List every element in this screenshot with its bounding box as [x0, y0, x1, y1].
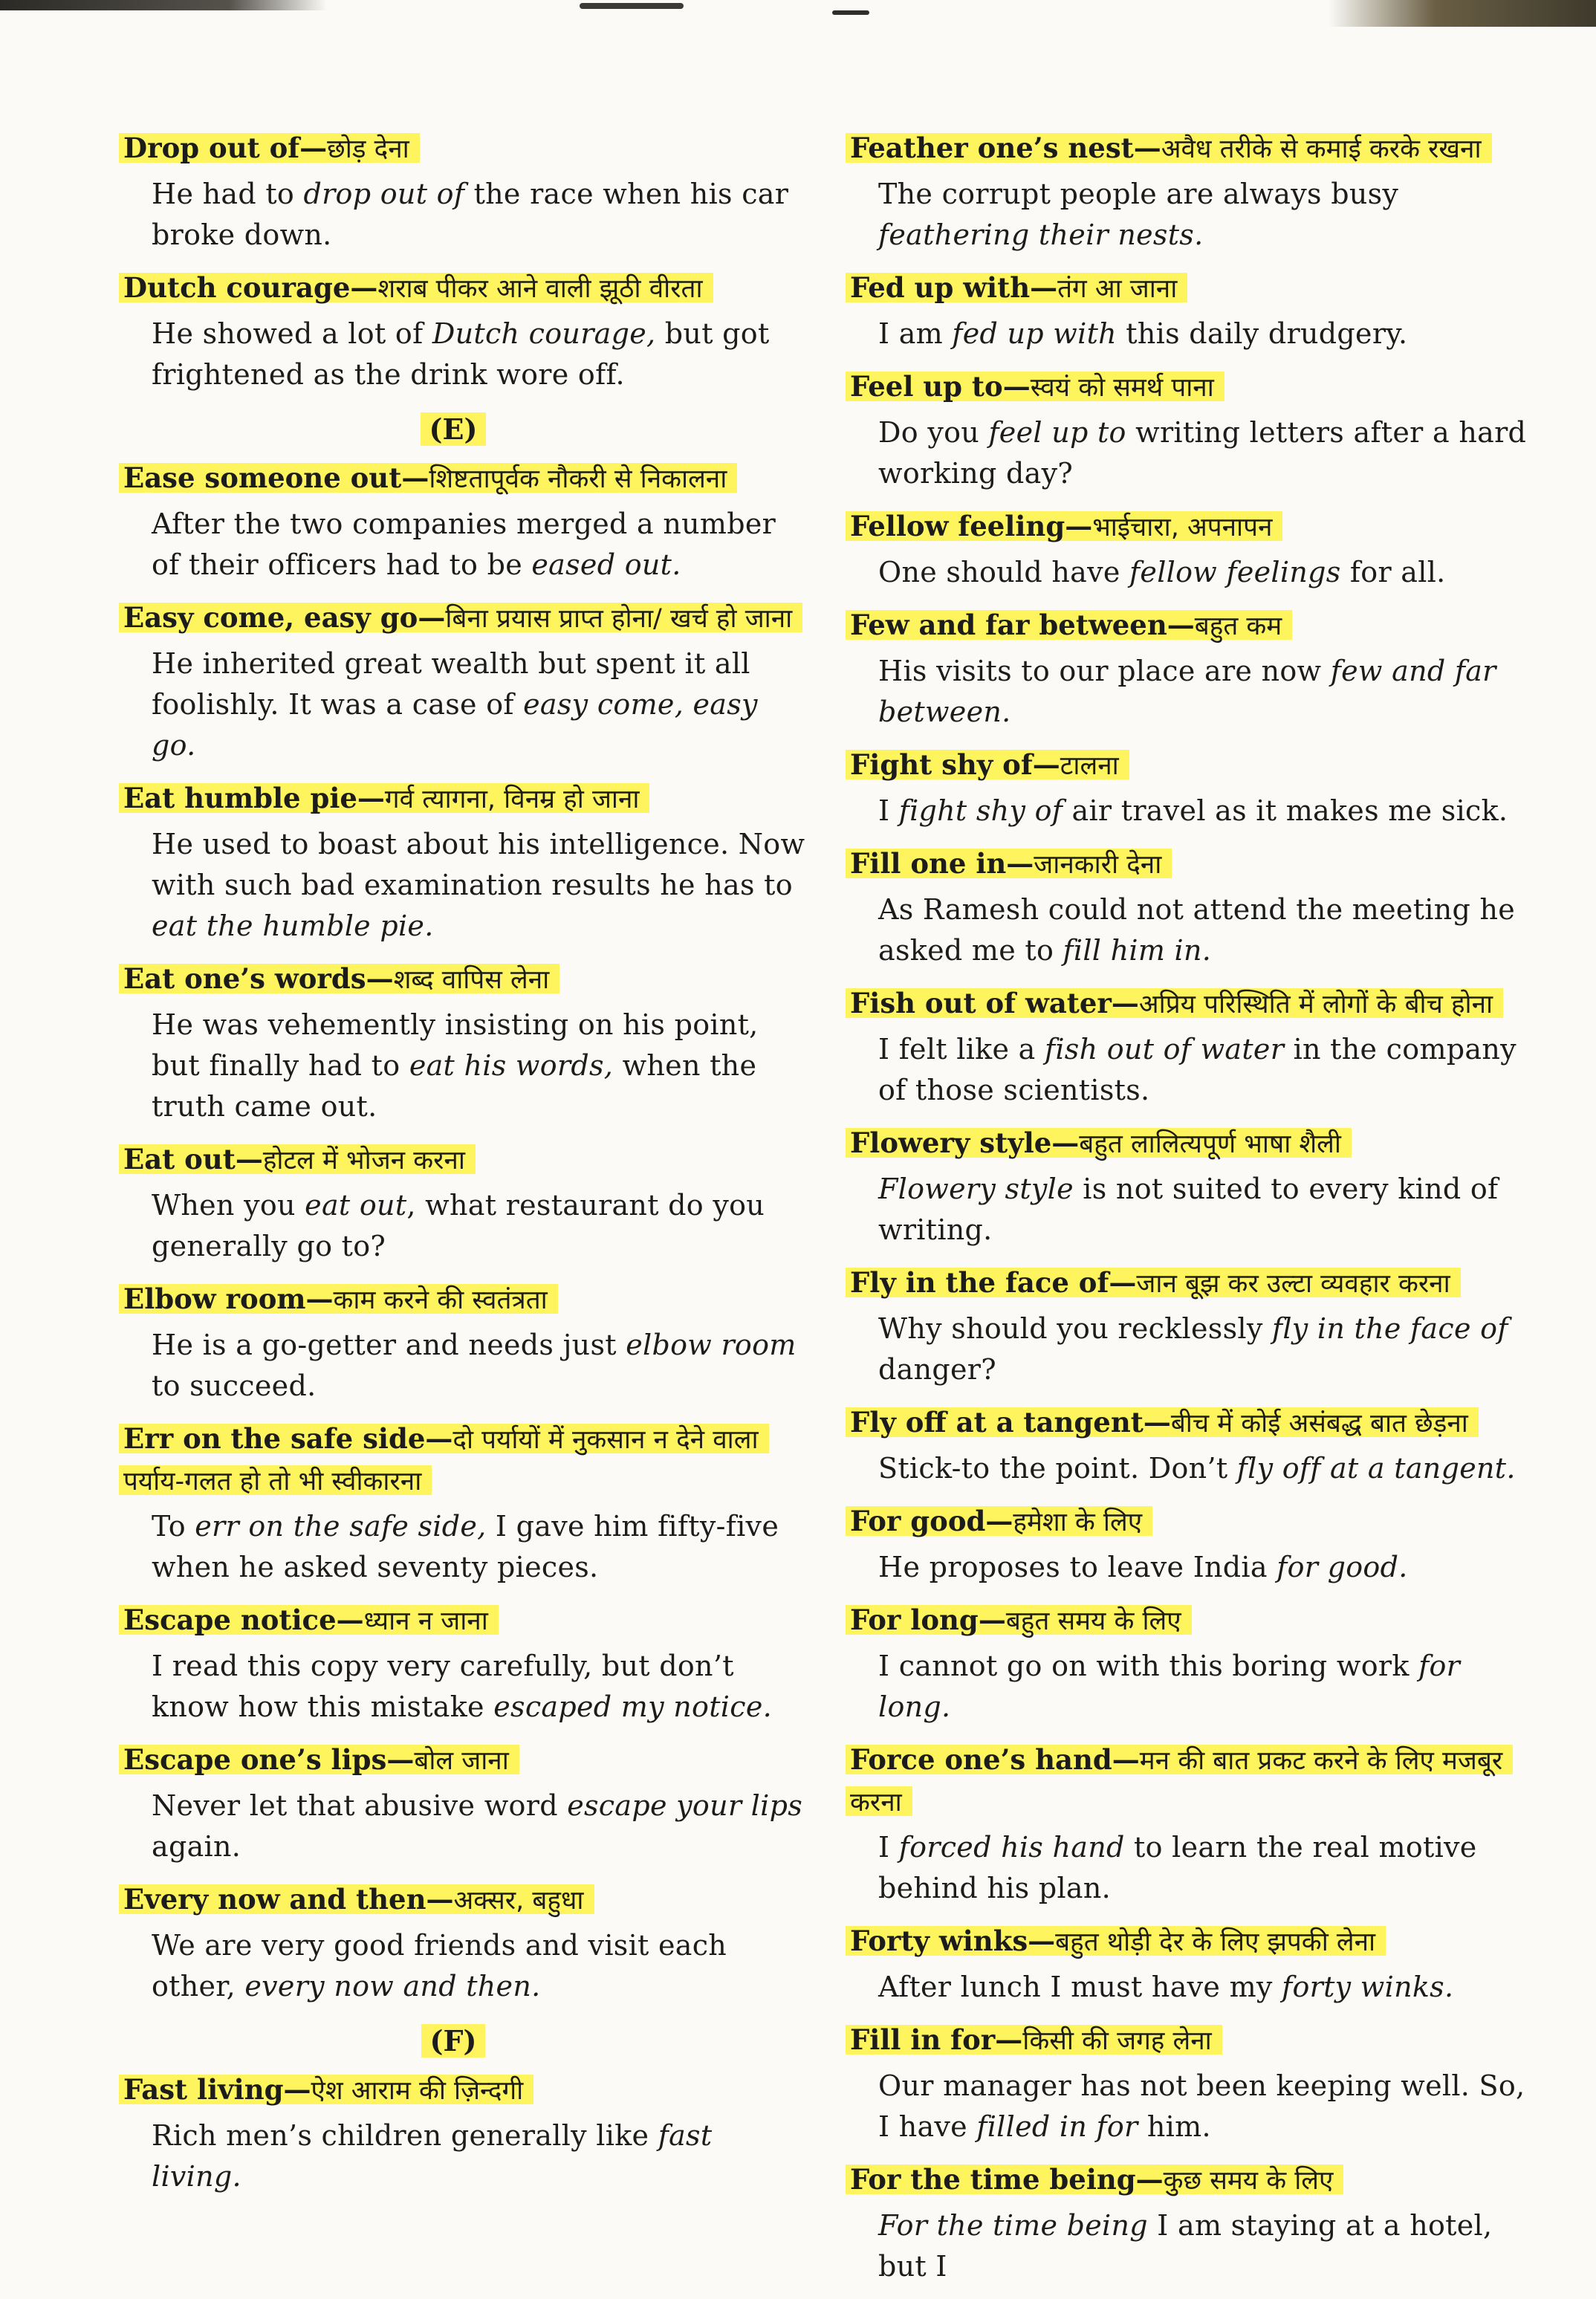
idiom-entry — [119, 597, 810, 766]
idiom-heading — [846, 1602, 1192, 1638]
idiom-entry — [846, 1739, 1537, 1909]
idiom-heading-line — [846, 1739, 1537, 1823]
example-sentence: Our manager has not been keeping well. So, I have filled in for him. — [878, 2069, 1525, 2143]
dash-separator: — — [985, 1505, 1013, 1537]
idiom-entry — [846, 1501, 1537, 1588]
dash-separator: — — [418, 601, 446, 634]
idiom-phrase: Fight shy of — [850, 748, 1033, 781]
idiom-phrase: Fed up with — [850, 271, 1031, 304]
idiom-heading-line — [119, 597, 810, 639]
example-sentence: To err on the safe side, I gave him fifty-five when he asked seventy pieces. — [152, 1510, 779, 1583]
dash-separator: — — [1002, 370, 1031, 403]
idiom-entry — [119, 458, 810, 586]
example-sentence: Do you feel up to writing letters after a hard working day? — [878, 416, 1527, 490]
ink-blot — [1329, 0, 1596, 27]
idiom-heading — [846, 747, 1129, 782]
example-sentence: We are very good friends and visit each other, every now and then. — [152, 1929, 727, 2003]
idiom-entry — [119, 959, 810, 1127]
idiom-heading-line — [119, 2069, 810, 2111]
idiom-phrase: Flowery style — [850, 1126, 1052, 1159]
idiom-meaning-hindi: मन की बात प्रकट करने के लिए मजबूर करना — [850, 1746, 1503, 1818]
idiom-meaning-hindi: किसी की जगह लेना — [1022, 2026, 1212, 2056]
idiom-heading — [846, 1404, 1479, 1440]
example-sentence: He proposes to leave India for good. — [878, 1551, 1408, 1583]
idiom-phrase: Easy come, easy go — [123, 601, 418, 634]
idiom-phrase: Forty winks — [850, 1925, 1028, 1957]
idiom-entry — [846, 128, 1537, 256]
dash-separator: — — [401, 461, 429, 494]
idiom-meaning-hindi: दो पर्यायों में नुकसान न देने वाला पर्याय-गलत हो तो भी स्वीकारना — [123, 1425, 759, 1497]
idiom-phrase: Eat out — [123, 1143, 236, 1176]
idiom-entry — [119, 128, 810, 256]
idiom-heading-line — [846, 1501, 1537, 1543]
dash-separator: — — [426, 1883, 454, 1916]
idiom-phrase: Ease someone out — [123, 461, 402, 494]
idiom-heading-line — [119, 1600, 810, 1641]
idiom-heading-line — [846, 983, 1537, 1025]
idiom-heading — [846, 508, 1282, 544]
idiom-phrase: Fish out of water — [850, 987, 1112, 1019]
idiom-heading — [846, 270, 1187, 305]
idiom-entry — [846, 983, 1537, 1111]
dash-separator: — — [1133, 132, 1161, 164]
idiom-heading — [846, 985, 1503, 1021]
idiom-usage-italic: easy come, easy go. — [152, 688, 758, 762]
ink-blot — [832, 10, 869, 15]
idiom-meaning-hindi: बिना प्रयास प्राप्त होना/ खर्च हो जाना — [445, 604, 793, 634]
idiom-heading-line — [119, 1879, 810, 1921]
idiom-heading — [119, 1141, 476, 1177]
idiom-meaning-hindi: होटल में भोजन करना — [262, 1146, 465, 1176]
idiom-usage-italic: forty winks. — [1282, 1971, 1454, 2003]
idiom-heading — [119, 961, 559, 996]
dash-separator: — — [386, 1743, 415, 1776]
idiom-entry — [119, 1418, 810, 1588]
idiom-heading — [846, 2022, 1222, 2058]
idiom-meaning-hindi: अवैध तरीके से कमाई करके रखना — [1161, 134, 1482, 164]
dash-separator: — — [978, 1604, 1006, 1636]
idiom-usage-italic: forced his hand — [898, 1831, 1125, 1864]
idiom-phrase: For long — [850, 1604, 979, 1636]
idiom-usage-italic: fast living. — [152, 2119, 713, 2193]
example-sentence: Never let that abusive word escape your lips again. — [152, 1789, 803, 1863]
example-sentence: His visits to our place are now few and far between. — [878, 655, 1496, 728]
dash-separator: — — [1109, 1266, 1137, 1299]
example-sentence: Rich men’s children generally like fast living. — [152, 2119, 713, 2193]
idiom-phrase: For good — [850, 1505, 986, 1537]
idiom-entry — [119, 1139, 810, 1267]
idiom-heading-line — [846, 745, 1537, 786]
idiom-meaning-hindi: बोल जाना — [414, 1746, 509, 1776]
idiom-meaning-hindi: जानकारी देना — [1034, 850, 1162, 880]
example-sentence: I forced his hand to learn the real motive behind his plan. — [878, 1831, 1477, 1904]
idiom-phrase: Fill one in — [850, 847, 1007, 880]
idiom-meaning-hindi: बीच में कोई असंबद्ध बात छेड़ना — [1170, 1409, 1468, 1439]
idiom-heading-line — [846, 2159, 1537, 2201]
idiom-heading — [846, 1265, 1461, 1300]
idiom-entry — [846, 843, 1537, 971]
idiom-meaning-hindi: हमेशा के लिए — [1013, 1508, 1143, 1537]
idiom-phrase: For the time being — [850, 2163, 1136, 2196]
dash-separator: — — [1112, 1743, 1140, 1776]
idiom-meaning-hindi: ऐश आराम की ज़िन्दगी — [311, 2076, 524, 2106]
example-sentence: I felt like a fish out of water in the company of those scientists. — [878, 1033, 1516, 1106]
dash-separator: — — [350, 271, 378, 304]
idiom-phrase: Elbow room — [123, 1283, 306, 1315]
idiom-entry — [119, 2069, 810, 2197]
dash-separator: — — [425, 1422, 453, 1455]
idiom-usage-italic: escaped my notice. — [493, 1690, 772, 1723]
idiom-heading — [119, 130, 420, 166]
dash-separator: — — [1032, 748, 1060, 781]
idiom-meaning-hindi: गर्व त्यागना, विनम्र हो जाना — [384, 785, 640, 814]
idiom-heading — [119, 460, 737, 496]
dash-separator: — — [336, 1604, 364, 1636]
idiom-usage-italic: fly in the face of — [1271, 1312, 1508, 1345]
idiom-meaning-hindi: शब्द वापिस लेना — [393, 965, 550, 995]
idiom-phrase: Fast living — [123, 2073, 284, 2106]
idiom-phrase: Fill in for — [850, 2023, 996, 2056]
scanned-page-top-edge — [0, 0, 1596, 18]
idiom-phrase: Escape notice — [123, 1604, 337, 1636]
idiom-phrase: Err on the safe side — [123, 1422, 426, 1455]
idiom-phrase: Every now and then — [123, 1883, 426, 1916]
idiom-entry — [846, 1921, 1537, 2008]
idiom-usage-italic: fellow feelings — [1129, 556, 1341, 588]
idiom-usage-italic: feathering their nests. — [878, 218, 1204, 251]
idiom-heading-line — [119, 1418, 810, 1502]
idiom-meaning-hindi: भाईचारा, अपनापन — [1092, 513, 1273, 542]
idiom-heading-line — [119, 778, 810, 820]
idiom-usage-italic: elbow room — [626, 1329, 797, 1361]
idiom-usage-italic: For the time being — [878, 2209, 1148, 2242]
example-sentence: After lunch I must have my forty winks. — [878, 1971, 1454, 2003]
idiom-meaning-hindi: बहुत कम — [1194, 612, 1282, 641]
idiom-entry — [119, 1600, 810, 1728]
idiom-usage-italic: eased out. — [531, 548, 681, 581]
dash-separator: — — [1143, 1406, 1171, 1439]
right-column — [846, 128, 1537, 2299]
idiom-heading — [119, 1281, 558, 1317]
idiom-heading-line — [846, 267, 1537, 309]
idiom-usage-italic: escape your lips — [567, 1789, 803, 1822]
dash-separator: — — [1051, 1126, 1080, 1159]
idiom-usage-italic: eat the humble pie. — [152, 909, 434, 942]
example-sentence: I fight shy of air travel as it makes me sick. — [878, 794, 1508, 827]
idiom-entry — [119, 1739, 810, 1867]
dash-separator: — — [366, 962, 394, 995]
idiom-usage-italic: fly off at a tangent. — [1236, 1452, 1516, 1485]
idiom-heading-line — [119, 1279, 810, 1320]
idiom-heading-line — [119, 959, 810, 1000]
idiom-heading-line — [846, 1402, 1537, 1444]
idiom-heading — [119, 2072, 533, 2107]
idiom-heading-line — [846, 506, 1537, 548]
idiom-heading — [846, 130, 1492, 166]
idiom-meaning-hindi: अक्सर, बहुधा — [453, 1886, 584, 1916]
example-sentence: Why should you recklessly fly in the face of danger? — [878, 1312, 1508, 1386]
idiom-phrase: Fellow feeling — [850, 510, 1065, 542]
idiom-meaning-hindi: काम करने की स्वतंत्रता — [333, 1285, 548, 1315]
idiom-usage-italic: few and far between. — [878, 655, 1496, 728]
idiom-usage-italic: fed up with — [952, 317, 1117, 350]
idiom-entry — [846, 605, 1537, 733]
idiom-heading — [119, 1881, 594, 1917]
idiom-heading — [119, 1602, 499, 1638]
idiom-entry — [119, 1279, 810, 1407]
dash-separator: — — [1111, 987, 1139, 1019]
example-sentence: He was vehemently insisting on his point, but finally had to eat his words, when the truth came out. — [152, 1008, 759, 1123]
example-sentence: The corrupt people are always busy feathering their nests. — [878, 178, 1399, 251]
idiom-phrase: Escape one’s lips — [123, 1743, 387, 1776]
idiom-entry — [119, 778, 810, 947]
example-sentence: He inherited great wealth but spent it all foolishly. It was a case of easy come, easy go. — [152, 647, 758, 762]
idiom-usage-italic: Dutch courage, — [432, 317, 656, 350]
idiom-usage-italic: err on the safe side, — [195, 1510, 487, 1543]
idiom-phrase: Dutch courage — [123, 271, 351, 304]
example-sentence: Flowery style is not suited to every kind of writing. — [878, 1173, 1499, 1246]
idiom-usage-italic: filled in for — [976, 2110, 1138, 2143]
idiom-meaning-hindi: तंग आ जाना — [1057, 274, 1178, 304]
example-sentence: He is a go-getter and needs just elbow room to succeed. — [152, 1329, 797, 1402]
idiom-meaning-hindi: स्वयं को समर्थ पाना — [1030, 373, 1214, 403]
idiom-phrase: Eat one’s words — [123, 962, 366, 995]
dash-separator: — — [1030, 271, 1058, 304]
example-sentence: One should have fellow feelings for all. — [878, 556, 1446, 588]
idiom-entry — [846, 1402, 1537, 1489]
ink-blot — [0, 0, 327, 10]
idiom-usage-italic: feel up to — [988, 416, 1126, 449]
idiom-phrase: Drop out of — [123, 132, 300, 164]
idiom-phrase: Eat humble pie — [123, 782, 357, 814]
idiom-meaning-hindi: शिष्टतापूर्वक नौकरी से निकालना — [429, 464, 727, 494]
dash-separator: — — [235, 1143, 263, 1176]
idiom-heading — [846, 846, 1172, 881]
idiom-entry — [119, 267, 810, 395]
section-letter-label: (E) — [421, 412, 487, 446]
idiom-meaning-hindi: कुछ समय के लिए — [1163, 2166, 1334, 2196]
section-letter — [119, 2019, 788, 2063]
idiom-usage-italic: eat his words, — [409, 1049, 614, 1082]
idiom-heading — [119, 1421, 769, 1498]
idiom-heading-line — [846, 1600, 1537, 1641]
example-sentence: For the time being I am staying at a hotel, but I — [878, 2209, 1493, 2283]
idiom-usage-italic: for long. — [878, 1650, 1461, 1723]
dash-separator: — — [1006, 847, 1034, 880]
idiom-heading-line — [846, 366, 1537, 408]
idiom-heading — [846, 2162, 1343, 2197]
idiom-usage-italic: every now and then. — [244, 1970, 541, 2003]
example-sentence: He had to drop out of the race when his car broke down. — [152, 178, 789, 251]
example-sentence: I cannot go on with this boring work for long. — [878, 1650, 1461, 1723]
idiom-usage-italic: for good. — [1277, 1551, 1408, 1583]
idiom-heading-line — [119, 1139, 810, 1181]
idiom-phrase: Fly off at a tangent — [850, 1406, 1144, 1439]
idiom-heading-line — [846, 843, 1537, 885]
idiom-phrase: Feel up to — [850, 370, 1003, 403]
idiom-meaning-hindi: बहुत लालित्यपूर्ण भाषा शैली — [1079, 1129, 1341, 1159]
idiom-entry — [119, 1879, 810, 2007]
dash-separator: — — [299, 132, 328, 164]
idiom-heading — [119, 270, 713, 305]
idiom-heading-line — [119, 128, 810, 169]
example-sentence: I read this copy very carefully, but don’t know how this mistake escaped my notice. — [152, 1650, 772, 1723]
idiom-meaning-hindi: बहुत थोड़ी देर के लिए झपकी लेना — [1055, 1927, 1376, 1957]
idiom-meaning-hindi: छोड़ देना — [327, 134, 409, 164]
idiom-meaning-hindi: जान बूझ कर उल्टा व्यवहार करना — [1136, 1269, 1450, 1299]
section-letter-label: (F) — [421, 2024, 486, 2058]
idiom-heading — [846, 1742, 1513, 1819]
idiom-entry — [846, 506, 1537, 593]
idiom-heading-line — [846, 605, 1537, 646]
idiom-entry — [846, 2159, 1537, 2287]
dash-separator: — — [1065, 510, 1093, 542]
idiom-heading — [119, 600, 802, 635]
example-sentence: He showed a lot of Dutch courage, but got frightened as the drink wore off. — [152, 317, 770, 391]
idiom-usage-italic: eat out — [305, 1189, 407, 1222]
section-letter — [119, 407, 788, 452]
idiom-usage-italic: drop out of — [303, 178, 465, 210]
example-sentence: I am fed up with this daily drudgery. — [878, 317, 1408, 350]
idiom-heading — [846, 369, 1224, 404]
dash-separator: — — [1028, 1925, 1056, 1957]
idiom-meaning-hindi: शराब पीकर आने वाली झूठी वीरता — [377, 274, 703, 304]
idiom-entry — [846, 1262, 1537, 1390]
idiom-meaning-hindi: ध्यान न जाना — [363, 1606, 488, 1636]
idiom-phrase: Feather one’s nest — [850, 132, 1134, 164]
idiom-heading-line — [846, 1123, 1537, 1164]
idiom-heading — [846, 1923, 1386, 1959]
idiom-usage-italic: Flowery style — [878, 1173, 1074, 1205]
dash-separator: — — [1167, 609, 1195, 641]
idiom-entry — [846, 1123, 1537, 1251]
idiom-heading — [846, 607, 1292, 643]
idiom-heading-line — [846, 1921, 1537, 1962]
idiom-heading-line — [846, 128, 1537, 169]
example-sentence: As Ramesh could not attend the meeting he asked me to fill him in. — [878, 893, 1516, 967]
left-column — [119, 128, 810, 2209]
dash-separator: — — [283, 2073, 311, 2106]
example-sentence: When you eat out, what restaurant do you generally go to? — [152, 1189, 765, 1262]
example-sentence: Stick-to the point. Don’t fly off at a tangent. — [878, 1452, 1516, 1485]
idiom-phrase: Few and far between — [850, 609, 1167, 641]
idiom-entry — [846, 366, 1537, 494]
idiom-usage-italic: fight shy of — [898, 794, 1063, 827]
idiom-phrase: Force one’s hand — [850, 1743, 1112, 1776]
idiom-phrase: Fly in the face of — [850, 1266, 1109, 1299]
idiom-entry — [846, 267, 1537, 354]
idiom-heading — [119, 1742, 519, 1777]
idiom-usage-italic: fish out of water — [1044, 1033, 1285, 1066]
idiom-entry — [846, 2020, 1537, 2147]
idiom-heading — [846, 1125, 1352, 1161]
idiom-entry — [846, 745, 1537, 831]
example-sentence: He used to boast about his intelligence. Now with such bad examination results he has to eat the humble pie. — [152, 828, 805, 942]
idiom-entry — [846, 1600, 1537, 1728]
dash-separator: — — [357, 782, 385, 814]
dash-separator: — — [305, 1283, 334, 1315]
idiom-heading-line — [846, 1262, 1537, 1304]
dash-separator: — — [995, 2023, 1023, 2056]
idiom-meaning-hindi: बहुत समय के लिए — [1005, 1606, 1181, 1636]
example-sentence: After the two companies merged a number of their officers had to be eased out. — [152, 508, 776, 581]
idiom-usage-italic: fill him in. — [1063, 934, 1212, 967]
idiom-meaning-hindi: अप्रिय परिस्थिति में लोगों के बीच होना — [1138, 990, 1493, 1019]
idiom-heading-line — [119, 267, 810, 309]
idiom-heading-line — [119, 1739, 810, 1781]
idiom-meaning-hindi: टालना — [1060, 751, 1119, 781]
idiom-heading — [119, 780, 649, 816]
idiom-heading-line — [119, 458, 810, 499]
dash-separator: — — [1135, 2163, 1164, 2196]
idiom-heading — [846, 1503, 1152, 1539]
ink-blot — [580, 3, 684, 9]
